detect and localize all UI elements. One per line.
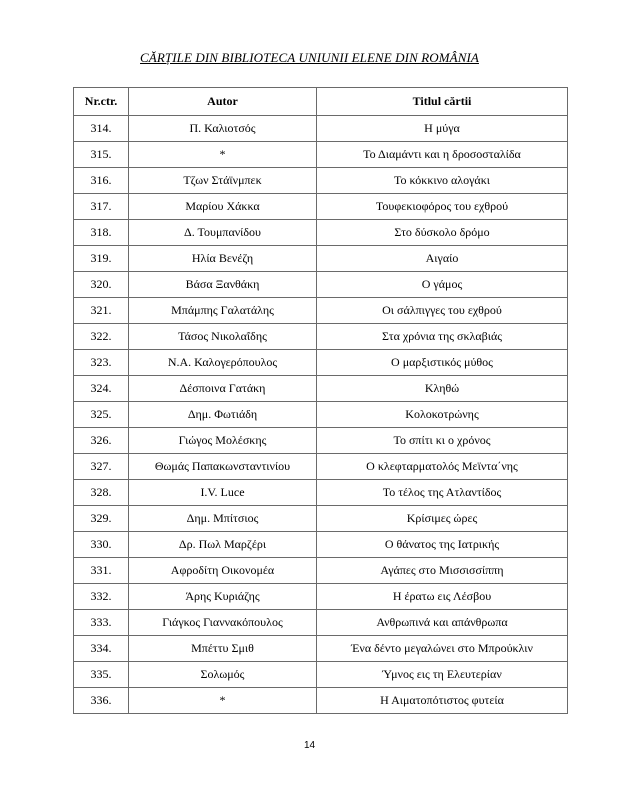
table-row [74,376,568,402]
cell-author: I.V. Luce [129,480,317,506]
table-body [74,116,568,714]
cell-title: Ύμνος εις τη Ελευτερίαν [317,662,568,688]
cell-author: * [129,688,317,714]
cell-author: * [129,142,317,168]
table-row [74,116,568,142]
cell-nr: 322. [74,324,129,350]
table-row [74,246,568,272]
table-row [74,428,568,454]
cell-nr: 325. [74,402,129,428]
table-row [74,142,568,168]
cell-nr: 316. [74,168,129,194]
cell-title: Ο γάμος [317,272,568,298]
header-author: Autor [129,88,317,116]
header-nr: Nr.ctr. [74,88,129,116]
cell-author: Βάσα Ξανθάκη [129,272,317,298]
books-table [73,87,568,714]
table-row [74,506,568,532]
cell-title: Ένα δέντο μεγαλώνει στο Μπρούκλιν [317,636,568,662]
table-row [74,532,568,558]
table-row [74,324,568,350]
cell-author: Δέσποινα Γατάκη [129,376,317,402]
cell-title: Κολοκοτρώνης [317,402,568,428]
cell-author: Αφροδίτη Οικονομέα [129,558,317,584]
cell-nr: 314. [74,116,129,142]
header-title: Titlul cărtii [317,88,568,116]
cell-author: Θωμάς Παπακωνσταντινίου [129,454,317,480]
cell-title: Αιγαίο [317,246,568,272]
table-row [74,662,568,688]
cell-title: Ο μαρξιστικός μύθος [317,350,568,376]
cell-nr: 318. [74,220,129,246]
cell-author: Π. Καλιοτσός [129,116,317,142]
cell-title: Η Αιματοπότιστος φυτεία [317,688,568,714]
cell-nr: 324. [74,376,129,402]
table-row [74,636,568,662]
cell-nr: 328. [74,480,129,506]
cell-author: Δημ. Φωτιάδη [129,402,317,428]
cell-title: Στα χρόνια της σκλαβιάς [317,324,568,350]
cell-author: Σολωμός [129,662,317,688]
cell-nr: 326. [74,428,129,454]
cell-title: Το σπίτι κι ο χρόνος [317,428,568,454]
table-row [74,584,568,610]
cell-title: Η έρατω εις Λέσβου [317,584,568,610]
cell-author: Δ. Τουμπανίδου [129,220,317,246]
cell-title: Κρίσιμες ώρες [317,506,568,532]
cell-author: Γιώγος Μολέσκης [129,428,317,454]
table-row [74,558,568,584]
cell-author: Τάσος Νικολαΐδης [129,324,317,350]
table-row [74,272,568,298]
cell-title: Ανθρωπινά και απάνθρωπα [317,610,568,636]
cell-title: Οι σάλπιγγες του εχθρού [317,298,568,324]
cell-nr: 317. [74,194,129,220]
cell-nr: 331. [74,558,129,584]
table-row [74,194,568,220]
cell-nr: 330. [74,532,129,558]
table-row [74,350,568,376]
cell-title: Τουφεκιοφόρος του εχθρού [317,194,568,220]
table-row [74,480,568,506]
table-row [74,610,568,636]
cell-title: Αγάπες στο Μισσισσίππη [317,558,568,584]
table-row [74,688,568,714]
table-row [74,298,568,324]
table-row [74,168,568,194]
cell-nr: 334. [74,636,129,662]
cell-title: Ο θάνατος της Ιατρικής [317,532,568,558]
table-header-row [74,88,568,116]
table-row [74,402,568,428]
cell-title: Κληθώ [317,376,568,402]
cell-title: Το τέλος της Ατλαντίδος [317,480,568,506]
cell-nr: 327. [74,454,129,480]
page-number: 14 [303,740,316,751]
cell-nr: 336. [74,688,129,714]
cell-title: Το κόκκινο αλογάκι [317,168,568,194]
cell-title: Το Διαμάντι και η δροσοσταλίδα [317,142,568,168]
cell-author: Γιάγκος Γιαννακόπουλος [129,610,317,636]
cell-author: Μαρίου Χάκκα [129,194,317,220]
cell-author: Μπάμπης Γαλατάλης [129,298,317,324]
page-title: CĂRȚILE DIN BIBLIOTECA UNIUNII ELENE DIN ROMÂNIA [140,50,479,65]
cell-nr: 329. [74,506,129,532]
cell-title: Η μύγα [317,116,568,142]
cell-author: Δρ. Πωλ Μαρζέρι [129,532,317,558]
cell-author: Άρης Κυριάζης [129,584,317,610]
cell-nr: 323. [74,350,129,376]
cell-author: Δημ. Μπίτσιος [129,506,317,532]
cell-nr: 333. [74,610,129,636]
cell-nr: 319. [74,246,129,272]
cell-title: Ο κλεφταρματολός Μεϊντα΄νης [317,454,568,480]
cell-author: Ν.Α. Καλογερόπουλος [129,350,317,376]
table-row [74,220,568,246]
cell-author: Ηλία Βενέζη [129,246,317,272]
cell-nr: 321. [74,298,129,324]
cell-nr: 332. [74,584,129,610]
cell-author: Μπέττυ Σμιθ [129,636,317,662]
cell-nr: 315. [74,142,129,168]
cell-author: Τζων Στάϊνμπεκ [129,168,317,194]
cell-title: Στο δύσκολο δρόμο [317,220,568,246]
cell-nr: 335. [74,662,129,688]
table-row [74,454,568,480]
cell-nr: 320. [74,272,129,298]
